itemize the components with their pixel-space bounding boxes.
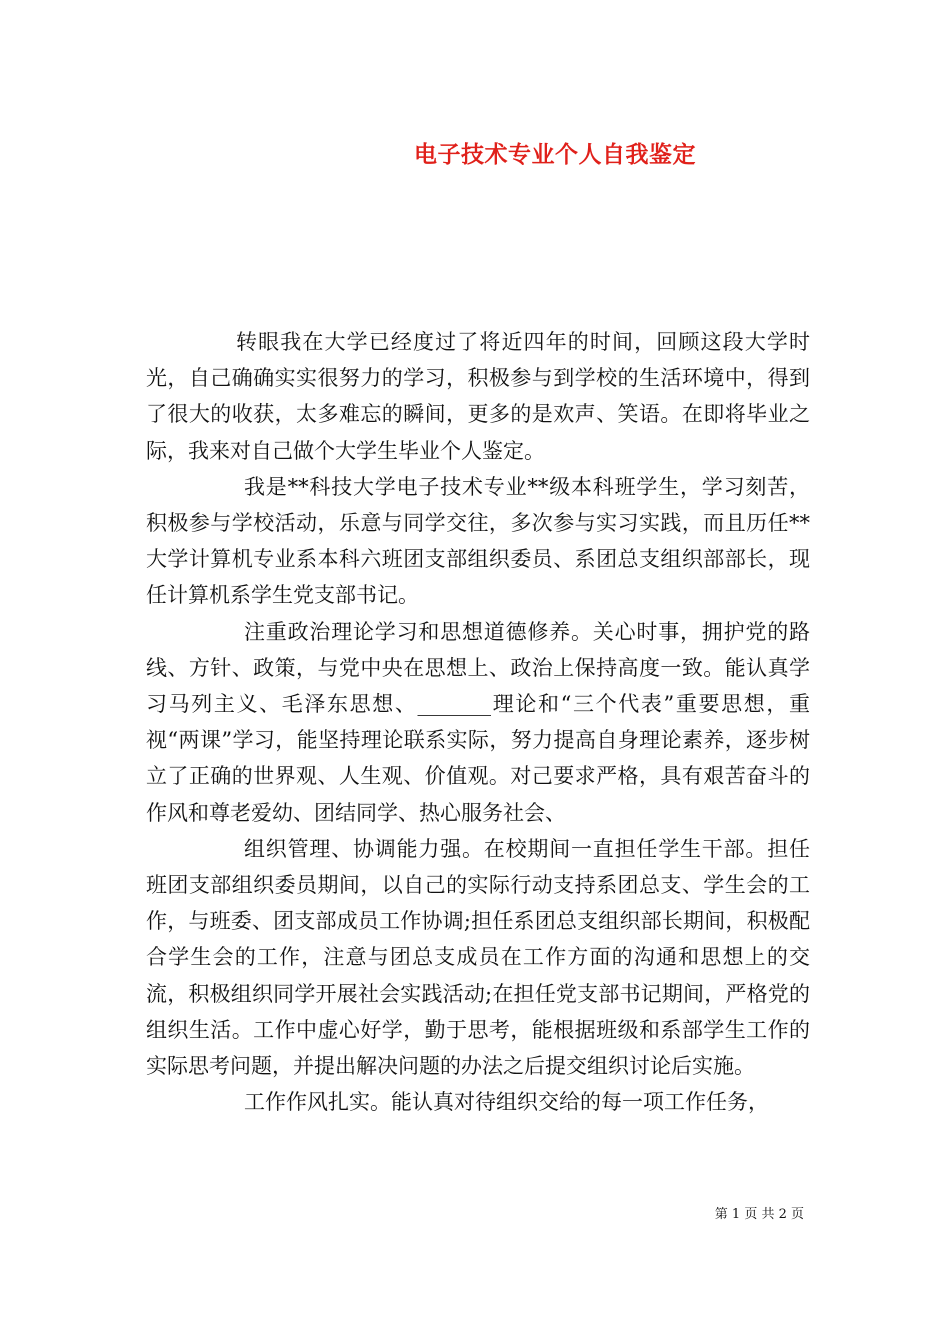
document-title: 电子技术专业个人自我鉴定 [414, 141, 696, 168]
paragraph-political: 注重政治理论学习和思想道德修养。关心时事，拥护党的路线、方针、政策，与党中央在思想上、政治上保持高度一致。能认真学习马列主义、毛泽东思想、_______理论和“三个代表”重要思想，重视“两课”学习，能坚持理论联系实际，努力提高自身理论素养，逐步树立了正确的世界观、人生观、价值观。对己要求严格，具有艰苦奋斗的作风和尊老爱幼、团结同学、热心服务社会、 [146, 619, 810, 825]
paragraph-intro: 转眼我在大学已经度过了将近四年的时间，回顾这段大学时光，自己确确实实很努力的学习，积极参与到学校的生活环境中，得到了很大的收获，太多难忘的瞬间，更多的是欢声、笑语。在即将毕业之际，我来对自己做个大学生毕业个人鉴定。 [146, 330, 810, 463]
paragraph-background: 我是**科技大学电子技术专业**级本科班学生，学习刻苦，积极参与学校活动，乐意与同学交往，多次参与实习实践，而且历任**大学计算机专业系本科六班团支部组织委员、系团总支组织部部长，现任计算机系学生党支部书记。 [146, 474, 810, 608]
page-number-footer: 第 1 页 共 2 页 [714, 1207, 804, 1222]
paragraph-management: 组织管理、协调能力强。在校期间一直担任学生干部。担任班团支部组织委员期间，以自己的实际行动支持系团总支、学生会的工作，与班委、团支部成员工作协调;担任系团总支组织部长期间，积极配合学生会的工作，注意与团总支成员在工作方面的沟通和思想上的交流，积极组织同学开展社会实践活动;在担任党支部书记期间，严格党的组织生活。工作中虚心好学，勤于思考，能根据班级和系部学生工作的实际思考问题，并提出解决问题的办法之后提交组织讨论后实施。 [146, 836, 810, 1079]
paragraph-work-style: 工作作风扎实。能认真对待组织交给的每一项工作任务， [244, 1090, 769, 1115]
document-body [146, 324, 810, 1120]
